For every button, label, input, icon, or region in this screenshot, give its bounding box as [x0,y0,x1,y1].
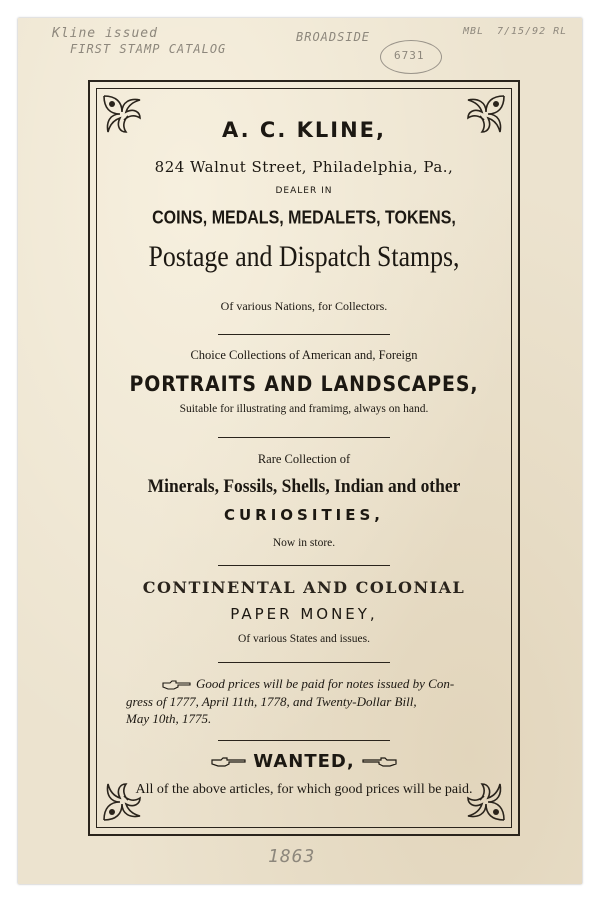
dealer-name: A. C. KLINE, [222,118,386,142]
notice-line1-text: Good prices will be paid for notes issued by Con- [196,676,455,691]
various-nations-text: Of various Nations, for Collectors. [220,299,388,313]
pencil-note-broadside: BROADSIDE [296,30,371,44]
pencil-note-year: 1863 [268,846,316,867]
portraits-heading: PORTRAITS AND LANDSCAPES, [129,372,479,396]
coins-medals-heading: COINS, MEDALS, MEDALETS, TOKENS, [152,208,456,229]
divider [218,565,390,566]
divider [218,334,390,335]
curiosities-heading: CURIOSITIES, [223,506,385,524]
pencil-note-line2: FIRST STAMP CATALOG [70,42,227,56]
pencil-note-number: 6731 [394,49,425,62]
minerals-heading: Minerals, Fossils, Shells, Indian and other [147,476,461,497]
wanted-heading-row [100,751,508,772]
pointing-hand-icon [361,756,397,768]
dealer-in-label: DEALER IN [275,186,333,196]
divider [218,437,390,438]
wanted-heading: WANTED, [253,751,355,772]
now-in-store-text: Now in store. [272,537,336,549]
portraits-subtext: Suitable for illustrating and framimg, always on hand. [179,403,429,415]
various-states-text: Of various States and issues. [238,633,370,645]
continental-colonial-heading: CONTINENTAL AND COLONIAL [142,578,466,597]
dealer-address: 824 Walnut Street, Philadelphia, Pa., [154,158,454,176]
pointing-hand-icon [211,756,247,768]
pointing-hand-icon [162,679,192,691]
broadside-content [100,100,508,820]
divider [218,740,390,741]
postage-stamps-heading: Postage and Dispatch Stamps, [148,240,460,273]
pencil-note-line1: Kline issued [52,26,158,41]
notice-line2: gress of 1777, April 11th, 1778, and Twenty-Dollar Bill, [126,694,417,709]
notice-line1 [134,676,536,692]
rare-collection-text: Rare Collection of [257,452,351,466]
divider [218,662,390,663]
pencil-note-initials: MBL [463,26,485,37]
choice-collections-text: Choice Collections of American and, Foreign [190,348,418,362]
paper-money-heading: PAPER MONEY, [230,605,378,623]
notice-line3: May 10th, 1775. [126,711,212,726]
pencil-note-date: 7/15/92 RL [497,26,568,37]
wanted-text: All of the above articles, for which good prices will be paid. [135,782,473,797]
